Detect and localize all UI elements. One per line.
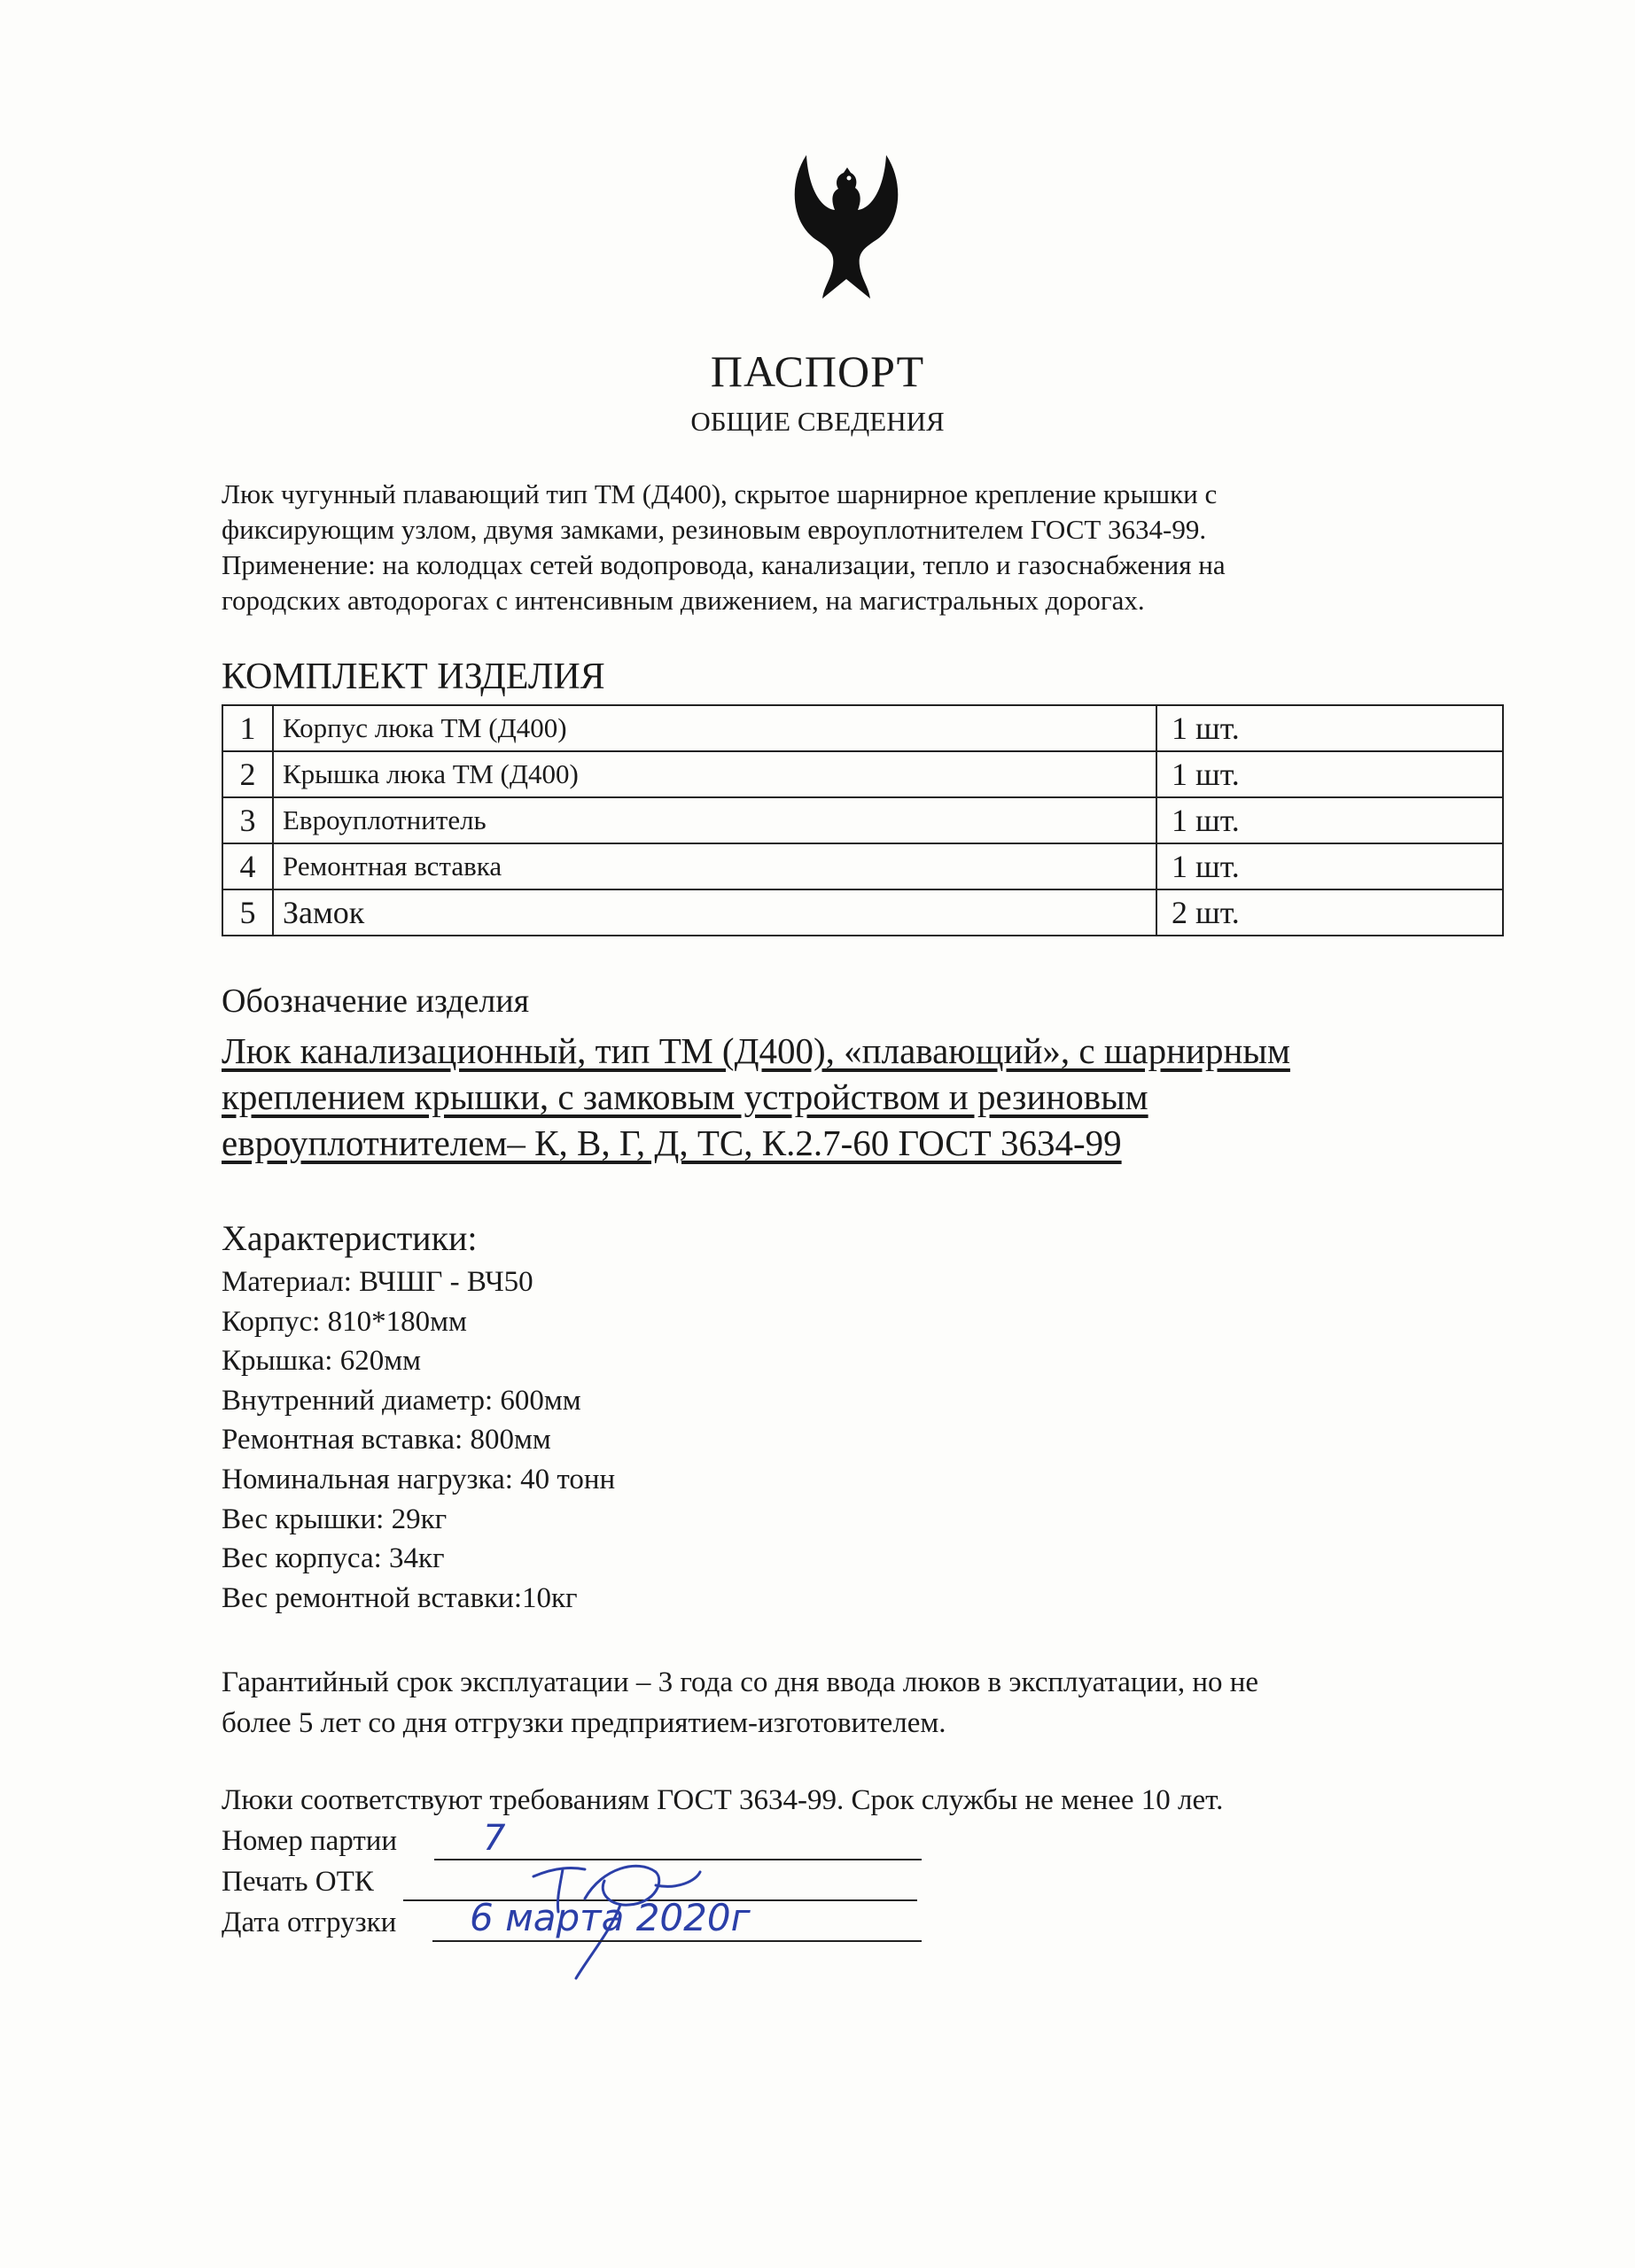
shipping-date-field	[222, 1907, 396, 1946]
shipping-date-handwritten: 6 марта 2020г	[470, 1896, 751, 1939]
row-name: Крышка люка ТМ (Д400)	[273, 751, 1156, 797]
row-name: Ремонтная вставка	[273, 843, 1156, 889]
shipping-date-label: Дата отгрузки	[222, 1907, 397, 1938]
row-number: 3	[222, 797, 273, 843]
designation-line: Люк канализационный, тип ТМ (Д400), «плавающий», с шарнирным	[222, 1030, 1290, 1071]
row-number: 5	[222, 889, 273, 936]
characteristics-list	[222, 1262, 615, 1618]
warranty-paragraph	[222, 1662, 1480, 1744]
list-item: Номинальная нагрузка: 40 тонн	[222, 1463, 616, 1495]
intro-line: Люк чугунный плавающий тип ТМ (Д400), скрытое шарнирное крепление крышки с	[222, 478, 1218, 509]
intro-line: городских автодорогах с интенсивным движением, на магистральных дорогах.	[222, 585, 1145, 616]
designation-line: евроуплотнителем– К, В, Г, Д, ТС, К.2.7-60 ГОСТ 3634-99	[222, 1122, 1122, 1163]
warranty-line: более 5 лет со дня отгрузки предприятием-изготовителем.	[222, 1707, 946, 1739]
row-number: 2	[222, 751, 273, 797]
row-quantity: 1 шт.	[1156, 751, 1503, 797]
table-row	[222, 889, 1503, 936]
list-item: Материал: ВЧШГ - ВЧ50	[222, 1266, 533, 1298]
row-name: Евроуплотнитель	[273, 797, 1156, 843]
intro-paragraph	[222, 477, 1480, 618]
list-item: Крышка: 620мм	[222, 1345, 421, 1378]
eagle-emblem-icon	[780, 146, 913, 306]
row-quantity: 1 шт.	[1156, 843, 1503, 889]
row-number: 1	[222, 705, 273, 751]
batch-number-field	[222, 1825, 397, 1864]
designation-text	[222, 1028, 1480, 1166]
table-row	[222, 797, 1503, 843]
designation-line: креплением крышки, с замковым устройством и резиновым	[222, 1076, 1148, 1117]
row-quantity: 2 шт.	[1156, 889, 1503, 936]
otk-stamp-field	[222, 1866, 374, 1905]
document-title: ПАСПОРТ	[710, 346, 925, 396]
table-row	[222, 705, 1503, 751]
table-row	[222, 843, 1503, 889]
batch-number-handwritten: 7	[483, 1818, 506, 1859]
shipping-date-line	[432, 1940, 922, 1942]
list-item: Ремонтная вставка: 800мм	[222, 1424, 551, 1456]
intro-line: Применение: на колодцах сетей водопровода, канализации, тепло и газоснабжения на	[222, 549, 1226, 580]
list-item: Вес крышки: 29кг	[222, 1503, 448, 1535]
warranty-line: Гарантийный срок эксплуатации – 3 года со дня ввода люков в эксплуатации, но не	[222, 1666, 1259, 1698]
table-row	[222, 751, 1503, 797]
row-name: Замок	[273, 889, 1156, 936]
kit-table	[222, 704, 1504, 936]
otk-stamp-label: Печать ОТК	[222, 1866, 374, 1898]
conformity-statement: Люки соответствуют требованиям ГОСТ 3634-99. Срок службы не менее 10 лет.	[222, 1784, 1224, 1816]
list-item: Вес ремонтной вставки:10кг	[222, 1581, 578, 1614]
intro-line: фиксирующим узлом, двумя замками, резиновым евроуплотнителем ГОСТ 3634-99.	[222, 514, 1207, 545]
row-name: Корпус люка ТМ (Д400)	[273, 705, 1156, 751]
designation-heading: Обозначение изделия	[222, 983, 530, 1020]
row-quantity: 1 шт.	[1156, 705, 1503, 751]
kit-heading: КОМПЛЕКТ ИЗДЕЛИЯ	[222, 656, 605, 697]
document-subtitle: ОБЩИЕ СВЕДЕНИЯ	[690, 406, 945, 437]
list-item: Вес корпуса: 34кг	[222, 1542, 445, 1575]
batch-number-label: Номер партии	[222, 1825, 398, 1857]
list-item: Корпус: 810*180мм	[222, 1305, 467, 1338]
list-item: Внутренний диаметр: 600мм	[222, 1384, 581, 1417]
characteristics-heading: Характеристики:	[222, 1218, 478, 1258]
row-number: 4	[222, 843, 273, 889]
row-quantity: 1 шт.	[1156, 797, 1503, 843]
